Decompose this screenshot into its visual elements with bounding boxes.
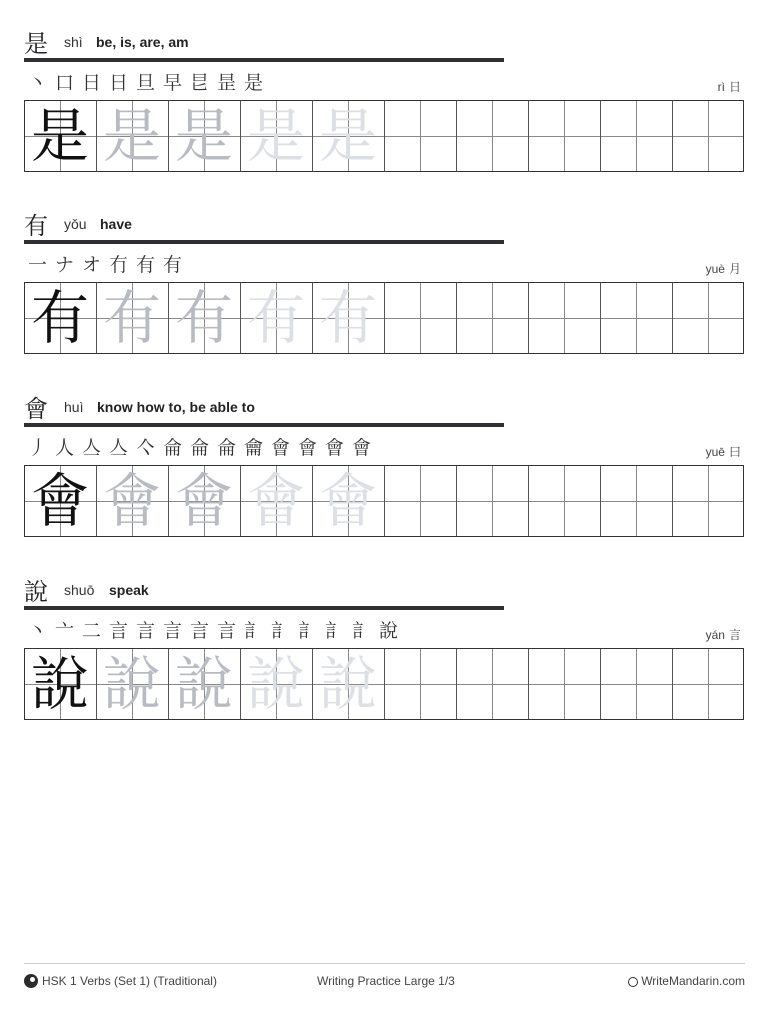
grid-cell-border bbox=[672, 283, 673, 353]
trace-character: 會 bbox=[102, 467, 161, 535]
footer-left bbox=[24, 974, 217, 988]
trace-character: 是 bbox=[246, 102, 305, 170]
footer bbox=[24, 972, 745, 992]
stroke-step: 會 bbox=[351, 437, 371, 459]
radical-character: 言 bbox=[728, 628, 741, 642]
hsk-logo-icon bbox=[24, 974, 38, 988]
stroke-step: 早 bbox=[162, 72, 182, 94]
grid-cell-centerline bbox=[708, 466, 709, 536]
stroke-step: 會 bbox=[324, 437, 344, 459]
stroke-step: オ bbox=[81, 254, 101, 276]
header-rule bbox=[24, 58, 504, 62]
radical-pinyin: yuè bbox=[705, 262, 725, 276]
grid-cell-border bbox=[600, 649, 601, 719]
grid-cell-border bbox=[384, 466, 385, 536]
stroke-step: ナ bbox=[54, 254, 74, 276]
brand-logo-icon bbox=[628, 977, 638, 987]
model-character: 是 bbox=[30, 102, 89, 170]
grid-cell-centerline bbox=[420, 466, 421, 536]
footer-set-title: HSK 1 Verbs (Set 1) (Traditional) bbox=[42, 974, 217, 988]
stroke-step: 會 bbox=[297, 437, 317, 459]
model-character: 有 bbox=[30, 284, 89, 352]
entry-pinyin: shuō bbox=[64, 582, 95, 598]
entry-header bbox=[24, 387, 504, 427]
stroke-step: 亼 bbox=[81, 437, 101, 459]
grid-cell-border bbox=[672, 466, 673, 536]
entry-meaning: have bbox=[100, 216, 132, 232]
entry-shuo bbox=[24, 570, 745, 730]
stroke-step: 言 bbox=[135, 620, 155, 642]
grid-cell-centerline bbox=[564, 283, 565, 353]
radical-character: 月 bbox=[728, 262, 741, 276]
grid-cell-centerline bbox=[420, 283, 421, 353]
stroke-step: 一 bbox=[27, 254, 47, 276]
trace-character: 是 bbox=[102, 102, 161, 170]
grid-cell-centerline bbox=[420, 649, 421, 719]
grid-cell-border bbox=[384, 101, 385, 171]
entry-pinyin: yǒu bbox=[64, 216, 87, 232]
model-character: 會 bbox=[30, 467, 89, 535]
grid-cell-border bbox=[672, 649, 673, 719]
stroke-step: 日 bbox=[108, 72, 128, 94]
grid-cell-border bbox=[528, 466, 529, 536]
stroke-step: 丶 bbox=[27, 620, 47, 642]
radical-pinyin: yuē bbox=[705, 445, 725, 459]
grid-cell-border bbox=[600, 101, 601, 171]
grid-cell-border bbox=[456, 466, 457, 536]
footer-brand-text: WriteMandarin.com bbox=[641, 974, 745, 988]
entry-hui bbox=[24, 387, 745, 547]
grid-cell-centerline bbox=[564, 101, 565, 171]
stroke-step: 旦 bbox=[135, 72, 155, 94]
grid-cell-centerline bbox=[708, 649, 709, 719]
entry-meaning: be, is, are, am bbox=[96, 34, 189, 50]
grid-cell-centerline bbox=[492, 466, 493, 536]
grid-cell-centerline bbox=[636, 649, 637, 719]
radical-character: 曰 bbox=[728, 445, 741, 459]
stroke-step: 㫐 bbox=[189, 72, 209, 94]
stroke-step: 侖 bbox=[162, 437, 182, 459]
stroke-step: 亼 bbox=[108, 437, 128, 459]
stroke-step: 有 bbox=[162, 254, 182, 276]
grid-cell-border bbox=[528, 101, 529, 171]
stroke-step: 訁 bbox=[270, 620, 290, 642]
grid-cell-border bbox=[456, 649, 457, 719]
header-rule bbox=[24, 606, 504, 610]
stroke-step: 有 bbox=[135, 254, 155, 276]
grid-cell-centerline bbox=[492, 283, 493, 353]
stroke-step: 侖 bbox=[216, 437, 236, 459]
radical-info bbox=[718, 78, 741, 95]
entry-character: 有 bbox=[24, 212, 48, 240]
entry-character: 會 bbox=[24, 395, 48, 423]
model-character: 說 bbox=[30, 650, 89, 718]
stroke-order bbox=[24, 250, 186, 278]
radical-pinyin: yán bbox=[705, 628, 725, 642]
grid-cell-centerline bbox=[492, 101, 493, 171]
grid-cell-centerline bbox=[636, 466, 637, 536]
stroke-step: 訁 bbox=[297, 620, 317, 642]
grid-cell-centerline bbox=[708, 101, 709, 171]
stroke-order bbox=[24, 433, 375, 461]
grid-cell-centerline bbox=[564, 466, 565, 536]
grid-cell-centerline bbox=[636, 101, 637, 171]
stroke-step: 是 bbox=[243, 72, 263, 94]
footer-page-label: Writing Practice Large 1/3 bbox=[317, 974, 455, 988]
header-rule bbox=[24, 240, 504, 244]
grid-cell-border bbox=[600, 466, 601, 536]
practice-grid[interactable] bbox=[24, 648, 744, 720]
stroke-step: 人 bbox=[54, 437, 74, 459]
trace-character: 說 bbox=[102, 650, 161, 718]
radical-info bbox=[706, 443, 741, 460]
stroke-step: 日 bbox=[81, 72, 101, 94]
entry-shi bbox=[24, 22, 745, 182]
trace-character: 有 bbox=[102, 284, 161, 352]
radical-info bbox=[706, 626, 741, 643]
trace-character: 是 bbox=[318, 102, 377, 170]
trace-character: 會 bbox=[174, 467, 233, 535]
entry-meaning: speak bbox=[109, 582, 149, 598]
header-rule bbox=[24, 423, 504, 427]
trace-character: 是 bbox=[174, 102, 233, 170]
trace-character: 說 bbox=[318, 650, 377, 718]
stroke-order bbox=[24, 68, 267, 96]
stroke-step: 丿 bbox=[27, 437, 47, 459]
stroke-step: 訁 bbox=[324, 620, 344, 642]
stroke-step: 訁 bbox=[351, 620, 371, 642]
stroke-step: 龠 bbox=[243, 437, 263, 459]
stroke-step: 會 bbox=[270, 437, 290, 459]
entry-character: 說 bbox=[24, 578, 48, 606]
trace-character: 有 bbox=[318, 284, 377, 352]
entry-character: 是 bbox=[24, 30, 48, 58]
entry-header bbox=[24, 22, 504, 62]
trace-character: 說 bbox=[174, 650, 233, 718]
entry-meaning: know how to, be able to bbox=[97, 399, 255, 415]
grid-cell-border bbox=[600, 283, 601, 353]
stroke-step: 說 bbox=[378, 620, 398, 642]
grid-cell-border bbox=[456, 101, 457, 171]
trace-character: 有 bbox=[174, 284, 233, 352]
trace-character: 會 bbox=[318, 467, 377, 535]
grid-cell-centerline bbox=[420, 101, 421, 171]
entry-you bbox=[24, 204, 745, 364]
practice-grid[interactable] bbox=[24, 465, 744, 537]
entry-pinyin: huì bbox=[64, 399, 84, 415]
stroke-step: 言 bbox=[189, 620, 209, 642]
grid-cell-border bbox=[384, 649, 385, 719]
stroke-order bbox=[24, 616, 402, 644]
trace-character: 會 bbox=[246, 467, 305, 535]
practice-grid[interactable] bbox=[24, 100, 744, 172]
entry-header bbox=[24, 204, 504, 244]
radical-pinyin: rì bbox=[717, 80, 725, 94]
trace-character: 有 bbox=[246, 284, 305, 352]
radical-info bbox=[706, 260, 741, 277]
stroke-step: 二 bbox=[81, 620, 101, 642]
stroke-step: 亠 bbox=[54, 620, 74, 642]
grid-cell-centerline bbox=[492, 649, 493, 719]
stroke-step: 言 bbox=[108, 620, 128, 642]
stroke-step: 昰 bbox=[216, 72, 236, 94]
grid-cell-border bbox=[456, 283, 457, 353]
entry-header bbox=[24, 570, 504, 610]
grid-cell-border bbox=[384, 283, 385, 353]
footer-brand[interactable] bbox=[628, 974, 745, 988]
footer-rule bbox=[24, 963, 745, 964]
grid-cell-centerline bbox=[708, 283, 709, 353]
grid-cell-border bbox=[528, 649, 529, 719]
grid-cell-border bbox=[528, 283, 529, 353]
grid-cell-centerline bbox=[564, 649, 565, 719]
grid-cell-centerline bbox=[636, 283, 637, 353]
stroke-step: 丶 bbox=[27, 72, 47, 94]
stroke-step: 侖 bbox=[189, 437, 209, 459]
stroke-step: 口 bbox=[54, 72, 74, 94]
entry-pinyin: shì bbox=[64, 34, 83, 50]
stroke-step: 訁 bbox=[243, 620, 263, 642]
stroke-step: 言 bbox=[216, 620, 236, 642]
grid-cell-border bbox=[672, 101, 673, 171]
trace-character: 說 bbox=[246, 650, 305, 718]
practice-grid[interactable] bbox=[24, 282, 744, 354]
radical-character: 日 bbox=[728, 80, 741, 94]
stroke-step: 言 bbox=[162, 620, 182, 642]
stroke-step: 冇 bbox=[108, 254, 128, 276]
stroke-step: 亽 bbox=[135, 437, 155, 459]
